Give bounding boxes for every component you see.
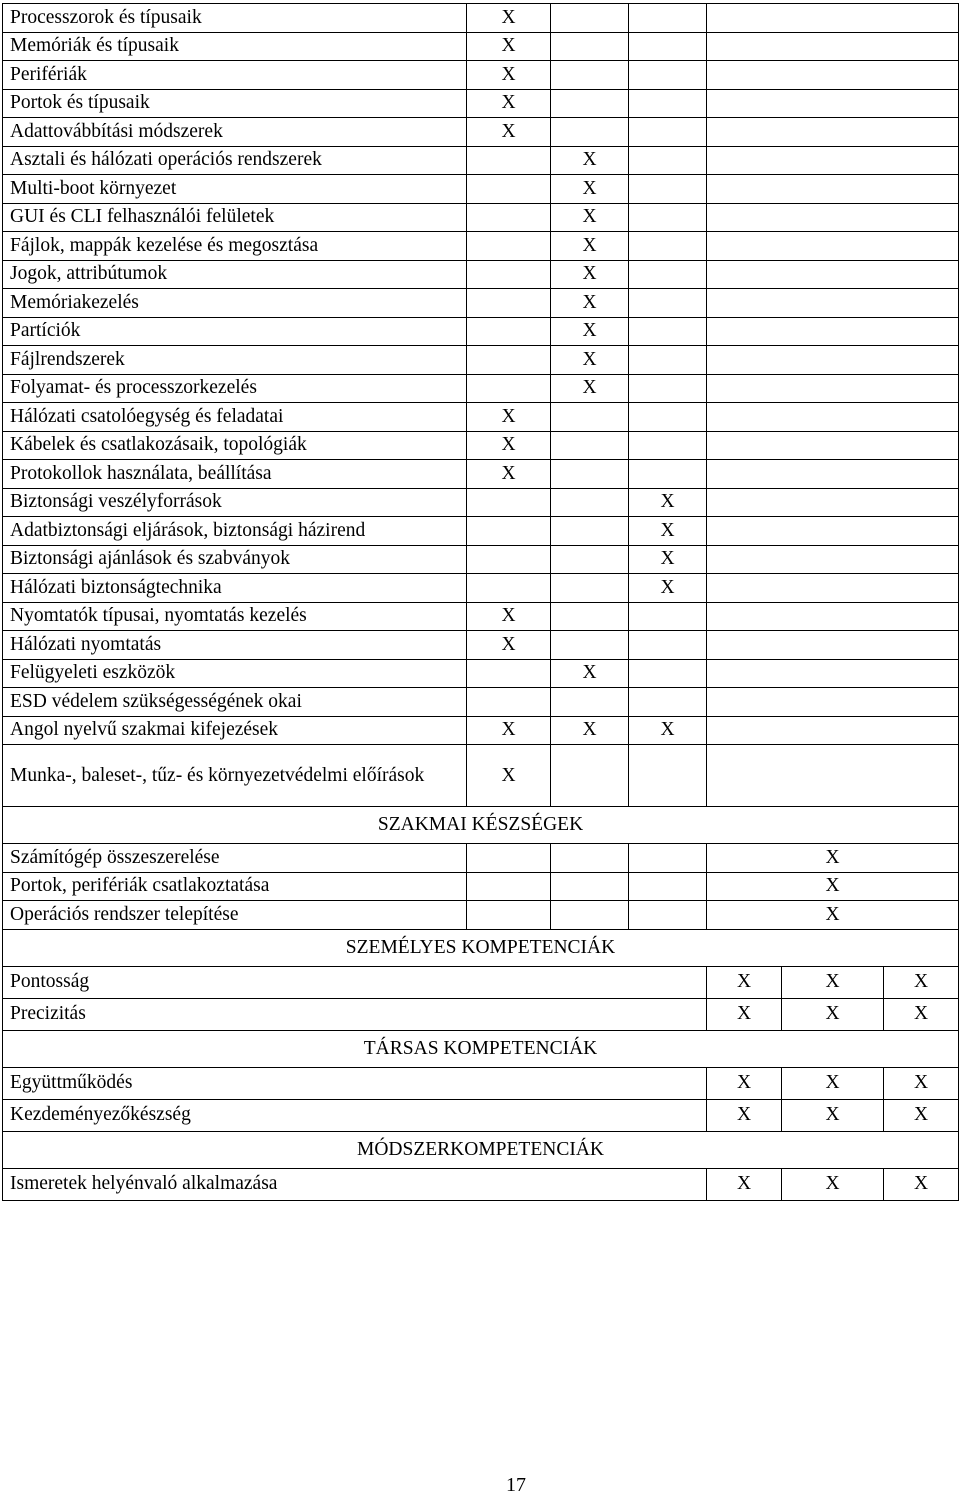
- mark-cell: X: [551, 716, 629, 745]
- table-row: [3, 232, 959, 261]
- mark-cell: [467, 545, 551, 574]
- mark-cell: [467, 659, 551, 688]
- mark-cell: [707, 260, 959, 289]
- table-row: [3, 517, 959, 546]
- table-row: [3, 118, 959, 147]
- mark-cell: X: [467, 61, 551, 90]
- mark-cell: [629, 232, 707, 261]
- row-label: Folyamat- és processzorkezelés: [3, 374, 467, 403]
- row-label: Perifériák: [3, 61, 467, 90]
- mark-cell: [629, 602, 707, 631]
- mark-cell: X: [782, 1099, 884, 1131]
- mark-cell: [707, 317, 959, 346]
- mark-cell: [707, 631, 959, 660]
- section-title: TÁRSAS KOMPETENCIÁK: [3, 1030, 959, 1067]
- mark-cell: [551, 32, 629, 61]
- mark-cell: X: [707, 1099, 782, 1131]
- row-label: Felügyeleti eszközök: [3, 659, 467, 688]
- mark-cell: [629, 260, 707, 289]
- table-row: [3, 602, 959, 631]
- table-row: [3, 1099, 959, 1131]
- mark-cell: [629, 659, 707, 688]
- row-label: Protokollok használata, beállítása: [3, 460, 467, 489]
- mark-cell: X: [467, 631, 551, 660]
- mark-cell: X: [884, 1168, 959, 1200]
- mark-cell: [551, 901, 629, 930]
- mark-cell: [467, 146, 551, 175]
- mark-cell: [707, 488, 959, 517]
- mark-cell: [467, 203, 551, 232]
- mark-cell: [467, 289, 551, 318]
- mark-cell: [551, 745, 629, 807]
- row-label: Asztali és hálózati operációs rendszerek: [3, 146, 467, 175]
- table-row: [3, 431, 959, 460]
- row-label: Pontosság: [3, 966, 707, 998]
- mark-cell: [629, 745, 707, 807]
- table-row: [3, 89, 959, 118]
- row-label: Memóriakezelés: [3, 289, 467, 318]
- mark-cell: X: [551, 175, 629, 204]
- mark-cell: X: [884, 998, 959, 1030]
- mark-cell: [707, 602, 959, 631]
- mark-cell: [707, 688, 959, 717]
- row-label: Multi-boot környezet: [3, 175, 467, 204]
- mark-cell: [629, 460, 707, 489]
- mark-cell: [551, 631, 629, 660]
- mark-cell: [467, 872, 551, 901]
- mark-cell: X: [467, 745, 551, 807]
- mark-cell: [629, 175, 707, 204]
- mark-cell: [629, 844, 707, 873]
- mark-cell: [629, 118, 707, 147]
- mark-cell: X: [551, 289, 629, 318]
- mark-cell: [707, 203, 959, 232]
- mark-cell: [707, 374, 959, 403]
- section-header-row: [3, 929, 959, 966]
- section-title: MÓDSZERKOMPETENCIÁK: [3, 1131, 959, 1168]
- mark-cell: X: [707, 872, 959, 901]
- mark-cell: [629, 89, 707, 118]
- mark-cell: [551, 688, 629, 717]
- row-label: Partíciók: [3, 317, 467, 346]
- table-row: [3, 631, 959, 660]
- mark-cell: X: [707, 1168, 782, 1200]
- mark-cell: [707, 289, 959, 318]
- mark-cell: [467, 346, 551, 375]
- table-row: [3, 1168, 959, 1200]
- mark-cell: [467, 517, 551, 546]
- mark-cell: X: [782, 1067, 884, 1099]
- mark-cell: X: [782, 998, 884, 1030]
- mark-cell: [707, 431, 959, 460]
- table-row: [3, 260, 959, 289]
- mark-cell: [629, 431, 707, 460]
- row-label: Nyomtatók típusai, nyomtatás kezelés: [3, 602, 467, 631]
- mark-cell: [707, 545, 959, 574]
- mark-cell: X: [467, 118, 551, 147]
- mark-cell: [707, 403, 959, 432]
- mark-cell: [629, 146, 707, 175]
- table-row: [3, 317, 959, 346]
- mark-cell: X: [467, 431, 551, 460]
- mark-cell: [467, 488, 551, 517]
- row-label: Együttműködés: [3, 1067, 707, 1099]
- table-row: [3, 61, 959, 90]
- table-row: [3, 374, 959, 403]
- mark-cell: X: [467, 4, 551, 33]
- table-row: [3, 403, 959, 432]
- mark-cell: [551, 4, 629, 33]
- mark-cell: X: [551, 659, 629, 688]
- row-label: Adattovábbítási módszerek: [3, 118, 467, 147]
- mark-cell: [551, 517, 629, 546]
- table-row: [3, 289, 959, 318]
- mark-cell: X: [467, 602, 551, 631]
- mark-cell: [467, 901, 551, 930]
- row-label: Processzorok és típusaik: [3, 4, 467, 33]
- row-label: ESD védelem szükségességének okai: [3, 688, 467, 717]
- table-row: [3, 460, 959, 489]
- table-row: [3, 488, 959, 517]
- table-row: [3, 659, 959, 688]
- mark-cell: [467, 260, 551, 289]
- mark-cell: [629, 61, 707, 90]
- section-title: SZEMÉLYES KOMPETENCIÁK: [3, 929, 959, 966]
- mark-cell: X: [467, 89, 551, 118]
- mark-cell: [629, 901, 707, 930]
- mark-cell: [707, 118, 959, 147]
- row-label: Fájlok, mappák kezelése és megosztása: [3, 232, 467, 261]
- mark-cell: X: [551, 232, 629, 261]
- mark-cell: [551, 89, 629, 118]
- mark-cell: [551, 460, 629, 489]
- table-row: [3, 574, 959, 603]
- mark-cell: [467, 574, 551, 603]
- table-row: [3, 688, 959, 717]
- table-row: [3, 1067, 959, 1099]
- mark-cell: [707, 460, 959, 489]
- mark-cell: [551, 431, 629, 460]
- mark-cell: [467, 232, 551, 261]
- mark-cell: [551, 403, 629, 432]
- mark-cell: [707, 745, 959, 807]
- row-label: Hálózati csatolóegység és feladatai: [3, 403, 467, 432]
- mark-cell: [551, 602, 629, 631]
- mark-cell: [629, 346, 707, 375]
- mark-cell: [707, 232, 959, 261]
- table-row: [3, 4, 959, 33]
- table-row: [3, 901, 959, 930]
- row-label: Munka-, baleset-, tűz- és környezetvédelmi előírások: [3, 745, 467, 807]
- mark-cell: X: [707, 966, 782, 998]
- page-number: 17: [506, 1474, 526, 1496]
- mark-cell: [551, 574, 629, 603]
- mark-cell: [707, 346, 959, 375]
- row-label: Ismeretek helyénvaló alkalmazása: [3, 1168, 707, 1200]
- competency-table: [2, 3, 959, 1201]
- row-label: Biztonsági veszélyforrások: [3, 488, 467, 517]
- mark-cell: [707, 574, 959, 603]
- table-row: [3, 175, 959, 204]
- mark-cell: [629, 317, 707, 346]
- mark-cell: [629, 688, 707, 717]
- row-label: Portok, perifériák csatlakoztatása: [3, 872, 467, 901]
- mark-cell: [707, 89, 959, 118]
- mark-cell: [707, 517, 959, 546]
- row-label: Kábelek és csatlakozásaik, topológiák: [3, 431, 467, 460]
- row-label: Hálózati nyomtatás: [3, 631, 467, 660]
- table-body: [3, 4, 959, 1201]
- mark-cell: X: [884, 1099, 959, 1131]
- mark-cell: [551, 118, 629, 147]
- mark-cell: [467, 844, 551, 873]
- table-row: [3, 146, 959, 175]
- table-row: [3, 203, 959, 232]
- mark-cell: [551, 545, 629, 574]
- mark-cell: X: [551, 260, 629, 289]
- row-label: Operációs rendszer telepítése: [3, 901, 467, 930]
- section-header-row: [3, 1131, 959, 1168]
- mark-cell: X: [629, 545, 707, 574]
- row-label: Jogok, attribútumok: [3, 260, 467, 289]
- row-label: Angol nyelvű szakmai kifejezések: [3, 716, 467, 745]
- row-label: Számítógép összeszerelése: [3, 844, 467, 873]
- mark-cell: X: [629, 488, 707, 517]
- mark-cell: X: [551, 146, 629, 175]
- mark-cell: [707, 659, 959, 688]
- row-label: Adatbiztonsági eljárások, biztonsági házirend: [3, 517, 467, 546]
- mark-cell: X: [629, 716, 707, 745]
- mark-cell: X: [629, 517, 707, 546]
- mark-cell: [707, 4, 959, 33]
- row-label: Portok és típusaik: [3, 89, 467, 118]
- mark-cell: [551, 61, 629, 90]
- row-label: Hálózati biztonságtechnika: [3, 574, 467, 603]
- mark-cell: X: [884, 1067, 959, 1099]
- mark-cell: X: [707, 1067, 782, 1099]
- table-row: [3, 966, 959, 998]
- section-header-row: [3, 1030, 959, 1067]
- mark-cell: [707, 716, 959, 745]
- row-label: Biztonsági ajánlások és szabványok: [3, 545, 467, 574]
- mark-cell: [707, 61, 959, 90]
- mark-cell: X: [467, 32, 551, 61]
- table-row: [3, 545, 959, 574]
- mark-cell: [629, 4, 707, 33]
- table-row: [3, 32, 959, 61]
- mark-cell: X: [707, 901, 959, 930]
- mark-cell: X: [884, 966, 959, 998]
- mark-cell: [629, 289, 707, 318]
- row-label: GUI és CLI felhasználói felületek: [3, 203, 467, 232]
- mark-cell: X: [467, 403, 551, 432]
- mark-cell: X: [707, 998, 782, 1030]
- mark-cell: [467, 175, 551, 204]
- mark-cell: [467, 317, 551, 346]
- mark-cell: X: [467, 716, 551, 745]
- table-row: [3, 716, 959, 745]
- mark-cell: X: [782, 1168, 884, 1200]
- table-row: [3, 346, 959, 375]
- mark-cell: [551, 488, 629, 517]
- mark-cell: [629, 203, 707, 232]
- mark-cell: [467, 688, 551, 717]
- mark-cell: [629, 374, 707, 403]
- mark-cell: X: [551, 317, 629, 346]
- mark-cell: [629, 631, 707, 660]
- table-row: [3, 844, 959, 873]
- mark-cell: X: [782, 966, 884, 998]
- mark-cell: [629, 32, 707, 61]
- mark-cell: [551, 844, 629, 873]
- mark-cell: X: [551, 374, 629, 403]
- row-label: Kezdeményezőkészség: [3, 1099, 707, 1131]
- mark-cell: X: [629, 574, 707, 603]
- mark-cell: [467, 374, 551, 403]
- mark-cell: X: [467, 460, 551, 489]
- row-label: Fájlrendszerek: [3, 346, 467, 375]
- mark-cell: [707, 175, 959, 204]
- section-title: SZAKMAI KÉSZSÉGEK: [3, 807, 959, 844]
- mark-cell: [629, 403, 707, 432]
- mark-cell: [551, 872, 629, 901]
- table-row: [3, 872, 959, 901]
- mark-cell: X: [551, 203, 629, 232]
- row-label: Memóriák és típusaik: [3, 32, 467, 61]
- mark-cell: [707, 146, 959, 175]
- mark-cell: X: [707, 844, 959, 873]
- mark-cell: [707, 32, 959, 61]
- table-row: [3, 998, 959, 1030]
- section-header-row: [3, 807, 959, 844]
- mark-cell: [629, 872, 707, 901]
- row-label: Precizitás: [3, 998, 707, 1030]
- table-row: [3, 745, 959, 807]
- mark-cell: X: [551, 346, 629, 375]
